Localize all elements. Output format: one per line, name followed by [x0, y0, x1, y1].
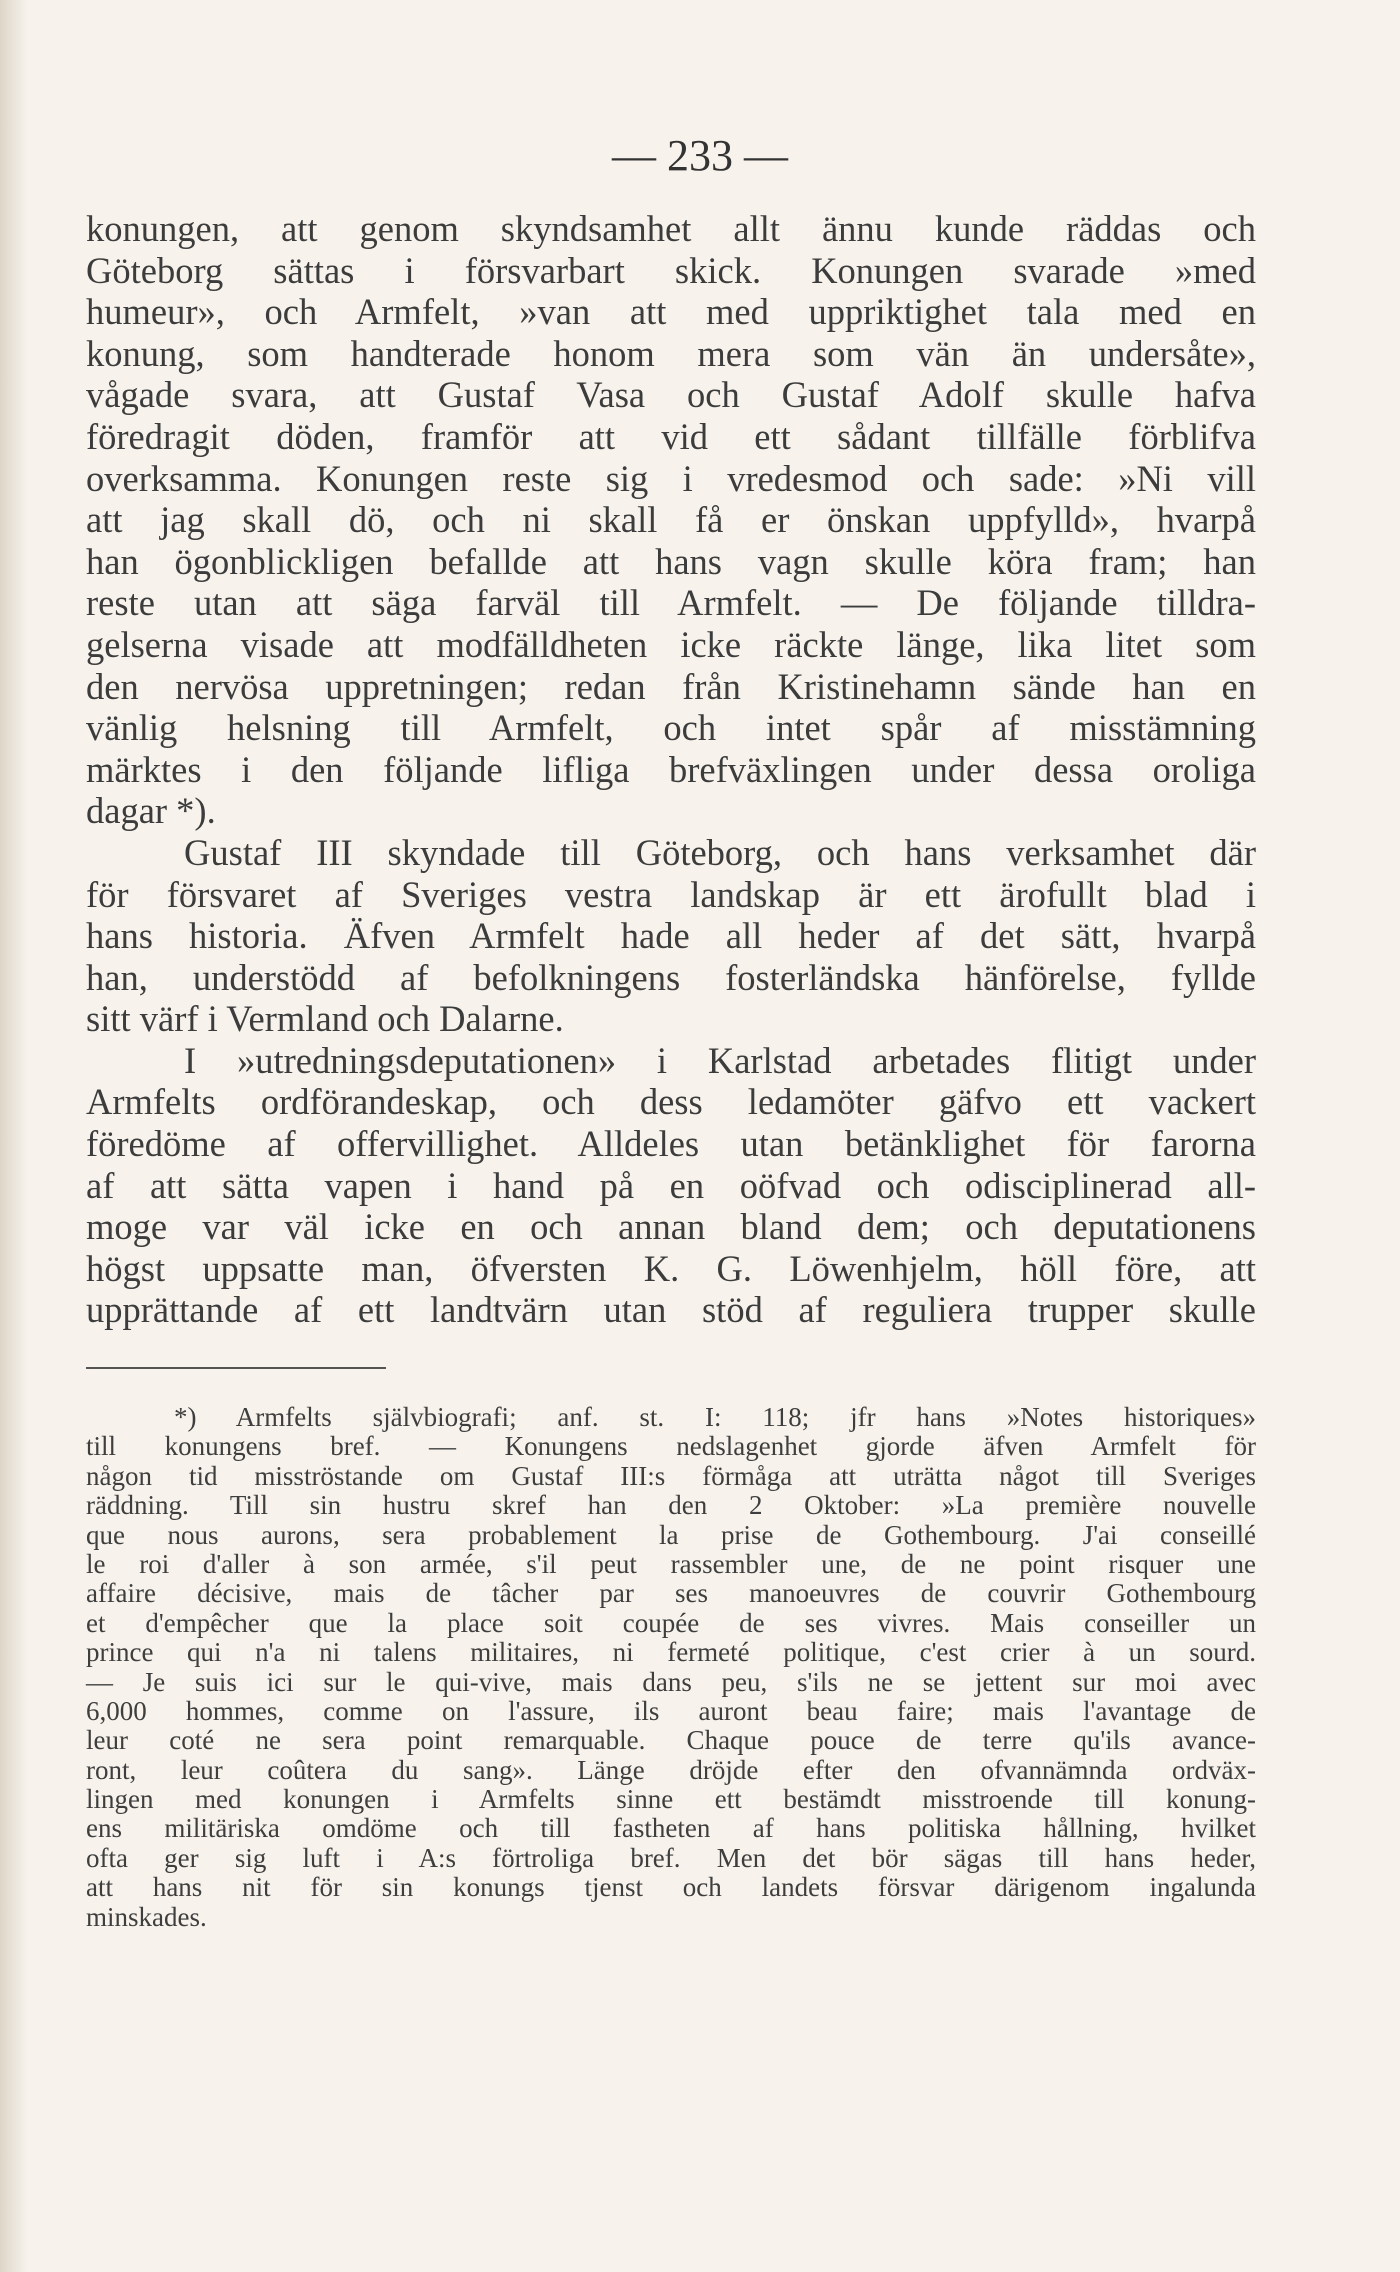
binding-shadow	[0, 0, 28, 2272]
text-line: han, understödd af befolkningens fosterländska hänförelse, fyllde	[86, 956, 1256, 998]
footnote-line: till konungens bref. — Konungens nedslagenhet gjorde äfven Armfelt för	[86, 1431, 1256, 1462]
text-line: högst uppsatte man, öfversten K. G. Löwenhjelm, höll före, att	[86, 1247, 1256, 1289]
text-line: föredragit döden, framför att vid ett sådant tillfälle förblifva	[86, 415, 1256, 457]
footnote-line: que nous aurons, sera probablement la prise de Gothembourg. J'ai conseillé	[86, 1519, 1256, 1550]
footnote-line: *) Armfelts självbiografi; anf. st. I: 118; jfr hans »Notes historiques»	[174, 1402, 1256, 1432]
text-line: Göteborg sättas i försvarbart skick. Konungen svarade »med	[86, 249, 1256, 291]
page-number: — 233 —	[612, 131, 788, 180]
text-line: reste utan att säga farväl till Armfelt. — De följande tilldra-	[86, 582, 1256, 624]
text-line: att jag skall dö, och ni skall få er önskan uppfylld», hvarpå	[86, 499, 1256, 541]
footnote-line: affaire décisive, mais de tâcher par ses manoeuvres de couvrir Gothembourg	[86, 1578, 1256, 1609]
footnote-line: le roi d'aller à son armée, s'il peut rassembler une, de ne point risquer une	[86, 1548, 1256, 1579]
footnote-line: lingen med konungen i Armfelts sinne ett bestämdt misstroende till konung-	[86, 1784, 1256, 1815]
footnote-line: ofta ger sig luft i A:s förtroliga bref. Men det bör sägas till hans heder,	[86, 1842, 1256, 1873]
text-line: upprättande af ett landtvärn utan stöd af reguliera trupper skulle	[86, 1289, 1256, 1331]
footnote-line: någon tid misströstande om Gustaf III:s förmåga att uträtta något till Sveriges	[86, 1460, 1256, 1491]
main-text	[86, 208, 1256, 1331]
text-line: Armfelts ordförandeskap, och dess ledamöter gäfvo ett vackert	[86, 1081, 1256, 1123]
footnote-line: 6,000 hommes, comme on l'assure, ils auront beau faire; mais l'avantage de	[86, 1695, 1256, 1726]
footnote-line: et d'empêcher que la place soit coupée de ses vivres. Mais conseiller un	[86, 1607, 1256, 1638]
text-line: overksamma. Konungen reste sig i vredesmod och sade: »Ni vill	[86, 457, 1256, 499]
footnote-line: räddning. Till sin hustru skref han den 2 Oktober: »La première nouvelle	[86, 1490, 1256, 1521]
text-line: Gustaf III skyndade till Göteborg, och hans verksamhet där	[184, 831, 1256, 873]
text-line: han ögonblickligen befallde att hans vagn skulle köra fram; han	[86, 540, 1256, 582]
text-line: vänlig helsning till Armfelt, och intet spår af misstämning	[86, 707, 1256, 749]
text-line: sitt värf i Vermland och Dalarne.	[86, 998, 564, 1040]
text-line: moge var väl icke en och annan bland dem; och deputationens	[86, 1206, 1256, 1248]
text-line: konungen, att genom skyndsamhet allt ännu kunde räddas och	[86, 208, 1256, 249]
footnote-line: minskades.	[86, 1901, 207, 1932]
footnote-line: ens militäriska omdöme och till fastheten af hans politiska hållning, hvilket	[86, 1813, 1256, 1844]
text-line: konung, som handterade honom mera som vän än undersåte»,	[86, 332, 1256, 374]
text-line: föredöme af offervillighet. Alldeles utan betänklighet för farorna	[86, 1123, 1256, 1165]
text-line: humeur», och Armfelt, »van att med uppriktighet tala med en	[86, 291, 1256, 333]
footnote-line: ront, leur coûtera du sang». Länge dröjde efter den ofvannämnda ordväx-	[86, 1754, 1256, 1785]
text-line: gelserna visade att modfälldheten icke räckte länge, lika litet som	[86, 623, 1256, 665]
text-line: dagar *).	[86, 790, 216, 832]
text-line: hans historia. Äfven Armfelt hade all heder af det sätt, hvarpå	[86, 915, 1256, 957]
footnote-line: leur coté ne sera point remarquable. Chaque pouce de terre qu'ils avance-	[86, 1725, 1256, 1756]
footnote-line: att hans nit för sin konungs tjenst och landets försvar därigenom ingalunda	[86, 1872, 1256, 1903]
text-line: den nervösa uppretningen; redan från Kristinehamn sände han en	[86, 665, 1256, 707]
footnote	[86, 1403, 1256, 1932]
footnote-divider	[86, 1367, 386, 1369]
text-line: af att sätta vapen i hand på en oöfvad och odisciplinerad all-	[86, 1164, 1256, 1206]
text-line: vågade svara, att Gustaf Vasa och Gustaf Adolf skulle hafva	[86, 374, 1256, 416]
footnote-line: — Je suis ici sur le qui-vive, mais dans peu, s'ils ne se jettent sur moi avec	[86, 1666, 1256, 1697]
text-line: I »utredningsdeputationen» i Karlstad arbetades flitigt under	[184, 1039, 1256, 1081]
footnote-line: prince qui n'a ni talens militaires, ni fermeté politique, c'est crier à un sourd.	[86, 1637, 1256, 1668]
text-line: för försvaret af Sveriges vestra landskap är ett ärofullt blad i	[86, 873, 1256, 915]
text-line: märktes i den följande lifliga brefväxlingen under dessa oroliga	[86, 748, 1256, 790]
